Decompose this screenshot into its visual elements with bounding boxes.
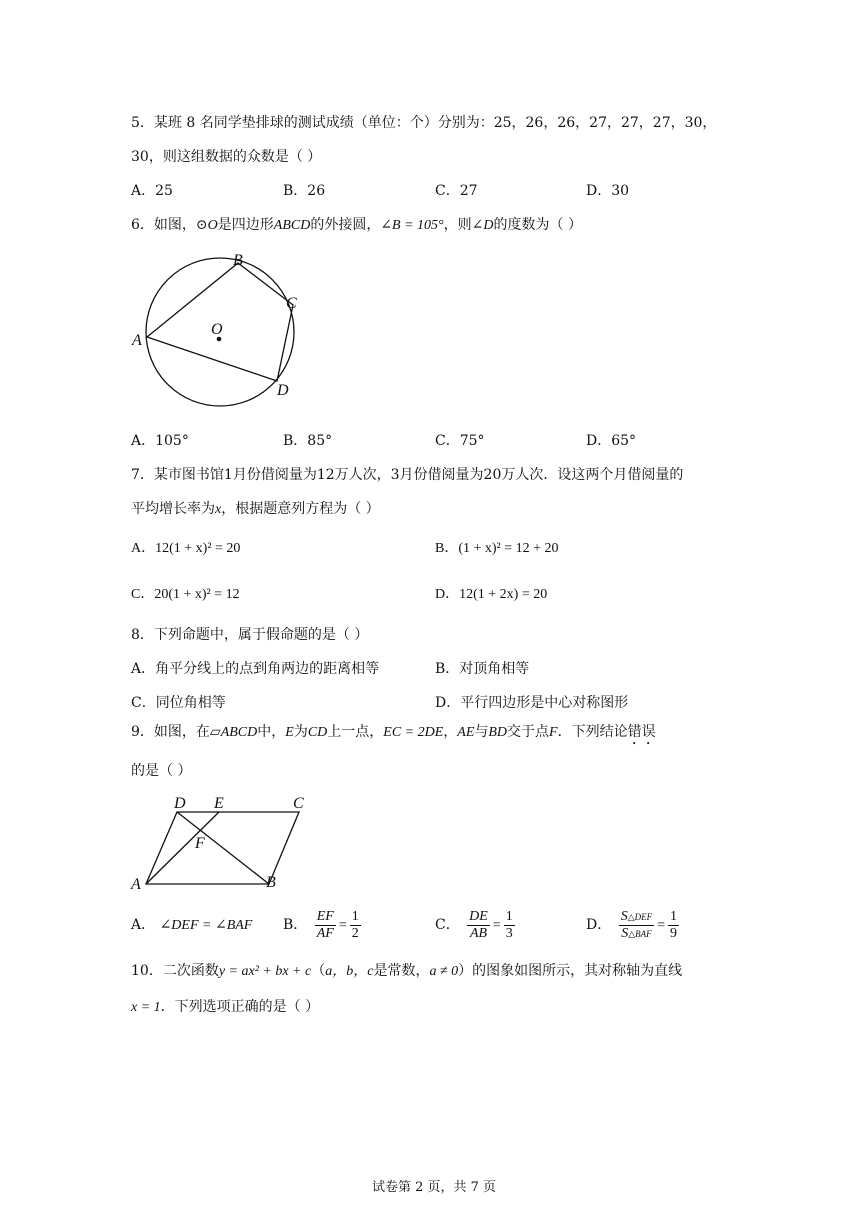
q7-option-b: B．(1 + x)² = 12 + 20 (435, 541, 559, 556)
label-c: C (293, 795, 304, 812)
q9-point-e: E (285, 725, 294, 740)
q6-quad: ABCD (273, 218, 311, 233)
q10-text-1: 10．二次函数 (131, 963, 219, 979)
q9-text-8: ．下列结论 (557, 724, 628, 740)
q10-stem-line2 (131, 997, 319, 1018)
q9-option-a-expr: ∠DEF = ∠BAF (159, 918, 253, 933)
q10-constants: a，b，c (325, 964, 374, 979)
label-a: A (132, 332, 142, 349)
q9-emphasis-word: 错误 (627, 724, 656, 740)
numerator: DE (469, 908, 488, 924)
q9-option-d-frac-right (668, 909, 679, 942)
q9-option-b-label: B． (283, 917, 308, 933)
q10-axis-eq: x = 1 (131, 1000, 161, 1015)
denominator: 3 (505, 925, 513, 941)
q9-text-3: 为 (293, 724, 308, 740)
q9-text-7: 交于点 (507, 724, 550, 740)
label-b: B (266, 874, 276, 891)
q9-option-b: B． $\frac{EF}{AF}$ = $\frac{1}{2}$ (283, 908, 359, 941)
q10-text-5: ．下列选项正确的是（ ） (160, 999, 320, 1015)
denominator: 2 (351, 925, 359, 941)
q7-line2-b: ，根据题意列方程为（ ） (221, 501, 380, 517)
q9-option-c: C． $\frac{DE}{AB}$ = $\frac{1}{3}$ (435, 908, 513, 941)
q10-condition: a ≠ 0 (429, 964, 459, 979)
denominator: AF (316, 925, 334, 941)
q6-figure (125, 248, 310, 418)
q9-stem-line2: 的是（ ） (131, 763, 192, 779)
denominator (619, 926, 653, 942)
q10-stem-line1 (131, 961, 682, 982)
subscript: △DEF (627, 911, 653, 922)
label-a: A (131, 876, 141, 893)
q7-option-d: D．12(1 + 2x) = 20 (435, 587, 548, 602)
q9-option-d-label: D． (586, 917, 612, 933)
q8-option-c: C．同位角相等 (131, 695, 226, 711)
q6-text-d: 的度数为（ ） (493, 217, 582, 233)
q9-option-c-frac-right (504, 909, 515, 942)
q9-text-2: 中， (257, 724, 286, 740)
numerator: 1 (670, 908, 678, 924)
q6-stem (131, 215, 582, 236)
q7-stem-line1: 7．某市图书馆1月份借阅量为12万人次，3月份借阅量为20万人次．设这两个月借阅量的 (131, 467, 684, 483)
q10-function-expr: y = ax² + bx + c (218, 964, 312, 979)
q6-circle-symbol: ⊙O (195, 218, 218, 233)
q6-option-a: A．105° (131, 433, 189, 449)
q9-option-a-label: A． (131, 917, 156, 933)
numerator: 1 (505, 908, 513, 924)
q9-segment-cd: CD (307, 725, 328, 740)
segment-bd (177, 812, 269, 884)
q6-option-c: C．75° (435, 433, 485, 449)
q6-text-c: ，则 (443, 217, 472, 233)
q9-segment-bd: BD (488, 725, 508, 740)
q9-figure (125, 790, 320, 895)
q6-text-b: 的外接圆， (310, 217, 381, 233)
numerator: 1 (351, 908, 359, 924)
q9-stem-line1 (131, 722, 656, 748)
area-s: S (620, 908, 628, 924)
numerator (619, 909, 654, 926)
q6-prefix: 6．如图， (131, 217, 196, 233)
q5-option-b: B．26 (283, 183, 326, 199)
q9-option-c-frac-left (467, 909, 490, 942)
q10-text-4: ）的图象如图所示，其对称轴为直线 (458, 963, 683, 979)
label-o: O (211, 321, 223, 338)
q5-option-d: D．30 (586, 183, 630, 199)
label-d: D (277, 382, 289, 399)
page-footer: 试卷第 2 页，共 7 页 (371, 1180, 497, 1195)
q9-option-d: D． $\frac{\text{S△DEF}}{\text{S△BAF}}$ = $\frac{1}{9}$ (586, 908, 678, 941)
q7-var-x: x (215, 502, 222, 517)
q9-equation: EC = 2DE (383, 725, 444, 740)
q5-option-a: A．25 (131, 183, 173, 199)
label-f: F (195, 835, 205, 852)
q7-option-a: A．12(1 + x)² = 20 (131, 541, 241, 556)
denominator: AB (469, 925, 488, 941)
q9-text-5: ， (443, 724, 458, 740)
q5-stem-line2: 30，则这组数据的众数是（ ） (131, 149, 322, 165)
q10-text-3: 是常数， (373, 963, 430, 979)
q9-option-d-frac-left (619, 909, 654, 942)
q6-angle-d: ∠D (471, 218, 494, 233)
q5-stem-line1: 5．某班 8 名同学垫排球的测试成绩（单位：个）分别为：25，26，26，27，27，27，30， (131, 115, 717, 131)
q6-option-b: B．85° (283, 433, 333, 449)
q9-option-c-label: C． (435, 917, 460, 933)
q8-option-d: D．平行四边形是中心对称图形 (435, 695, 629, 711)
q7-option-c: C．20(1 + x)² = 12 (131, 587, 240, 602)
q6-angle-b: ∠B = 105° (380, 218, 444, 233)
q9-text-4: 上一点， (327, 724, 384, 740)
label-d: D (174, 795, 186, 812)
q9-option-b-frac-right (350, 909, 361, 942)
q7-stem-line2 (131, 499, 380, 520)
q9-text-1: 9．如图，在 (131, 724, 210, 740)
q9-option-a (131, 915, 252, 936)
q9-text-6: 与 (474, 724, 489, 740)
q7-line2-a: 平均增长率为 (131, 501, 215, 517)
label-b: B (233, 252, 243, 269)
numerator: EF (316, 908, 334, 924)
label-e: E (214, 795, 224, 812)
subscript: △BAF (628, 928, 652, 939)
q9-segment-ae: AE (457, 725, 475, 740)
q9-point-f: F (549, 725, 558, 740)
q8-option-a: A．角平分线上的点到角两边的距离相等 (131, 661, 380, 677)
segment-ae (146, 812, 219, 884)
q6-option-d: D．65° (586, 433, 637, 449)
q8-stem: 8．下列命题中，属于假命题的是（ ） (131, 627, 369, 643)
q6-text-a: 是四边形 (217, 217, 274, 233)
q9-parallelogram: ▱ABCD (209, 725, 258, 740)
label-c: C (286, 295, 297, 312)
q9-option-b-frac-left (315, 909, 336, 942)
area-s: S (621, 925, 629, 941)
q10-text-2: （ (311, 963, 326, 979)
q5-option-c: C．27 (435, 183, 478, 199)
denominator: 9 (670, 925, 678, 941)
q8-option-b: B．对顶角相等 (435, 661, 530, 677)
